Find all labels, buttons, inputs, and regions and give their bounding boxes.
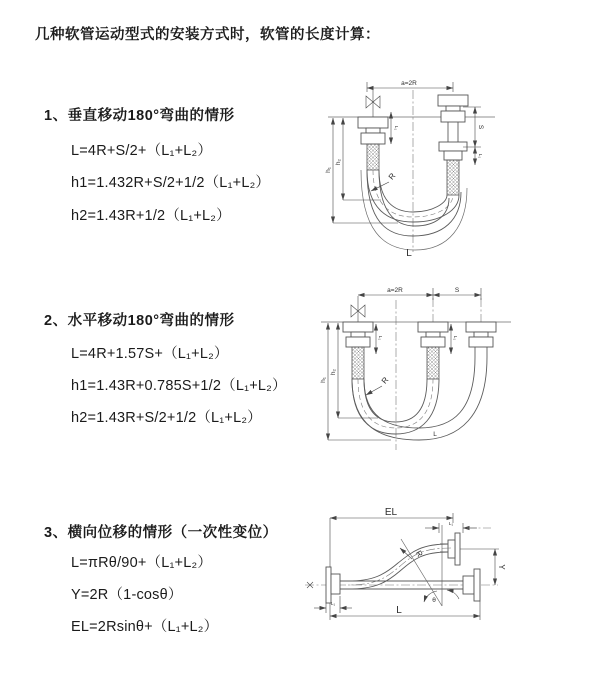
dim-label-l1-left: L₁ [377,335,382,341]
section-2-formula-h2: h2=1.43R+S/2+1/2（L₁+L₂） [71,410,262,426]
section-3-formula-y: Y=2R（1-cosθ） [71,587,183,603]
left-flange-fitting [343,322,373,379]
dimension-s [433,287,481,295]
dimension-s [463,107,484,165]
left-flange-fitting [358,117,388,170]
diagram-horizontal-180-bend [306,278,598,468]
dim-label-l1-left: L₁ [393,125,398,131]
middle-flange-fitting [418,322,448,379]
dimension-a-2r [367,80,453,92]
diagram-vertical-180-bend [303,70,598,265]
dim-label-y: Y [497,564,506,570]
centerlines [328,90,495,252]
dimension-l1-left [376,324,383,354]
radius-callout [366,375,391,395]
dim-label-el: EL [384,507,398,518]
section-3-heading: 3、横向位移的情形（一次性变位） [44,525,278,541]
section-1-formula-h1: h1=1.432R+S/2+1/2（L₁+L₂） [71,175,271,191]
lower-right-flange-fitting [463,569,480,601]
dimension-l [330,601,480,620]
dim-label-h2: h₂ [330,368,337,376]
dim-label-l1-middle: L₁ [452,335,457,341]
angle-label: θ [432,597,436,604]
right-flange-fitting [438,95,468,195]
dimension-a-2r [358,287,481,300]
section-2-formula-l: L=4R+1.57S+（L₁+L₂） [71,346,229,362]
radius-label: R [386,171,398,182]
dimension-l1-middle [451,324,458,354]
dim-label-l1-right: L₁ [477,153,482,159]
section-3-formula-el: EL=2Rsinθ+（L₁+L₂） [71,619,219,635]
valve-icon [366,86,380,117]
right-flange-fitting [466,322,496,357]
dim-label-h2: h₂ [335,158,342,166]
page-title: 几种软管运动型式的安装方式时，软管的长度计算： [35,27,380,43]
section-3-formula-l: L=πRθ/90+（L₁+L₂） [71,555,213,571]
section-1-formula-h2: h2=1.43R+1/2（L₁+L₂） [71,208,231,224]
section-1-heading: 1、垂直移动180°弯曲的情形 [44,108,235,124]
dim-label-h1: h₁ [320,377,327,383]
dimension-el [330,507,453,567]
radius-label: R [379,375,391,386]
dim-label-s: S [477,124,484,130]
dimension-l1-top [425,521,491,533]
section-2-formula-h1: h1=1.43R+0.785S+1/2（L₁+L₂） [71,378,287,394]
section-1-formula-l: L=4R+S/2+（L₁+L₂） [71,143,213,159]
diagram-lateral-displacement [293,503,598,653]
dim-label-l1-top: L₁ [448,522,454,527]
elevated-flange-fitting [440,533,460,565]
radius-label: R [413,548,425,559]
section-2-heading: 2、水平移动180°弯曲的情形 [44,313,235,329]
dim-label-s: S [454,287,460,294]
dim-label-l1-bottom: L₁ [330,602,336,607]
length-label: L [433,431,437,438]
dim-label-a2r: a=2R [387,287,403,294]
dimension-l1-bottom [314,596,352,613]
valve-icon [351,296,365,322]
dim-label-h1: h₁ [325,167,332,173]
hose-u-curves [352,357,487,440]
dim-label-a2r: a=2R [401,80,417,87]
angle-theta-callout [424,590,459,604]
length-label: L [406,248,412,259]
centerlines [321,298,511,450]
left-flange-fitting [326,567,340,603]
dim-label-l: L [396,605,402,616]
displaced-hose-s-curve [348,544,451,589]
